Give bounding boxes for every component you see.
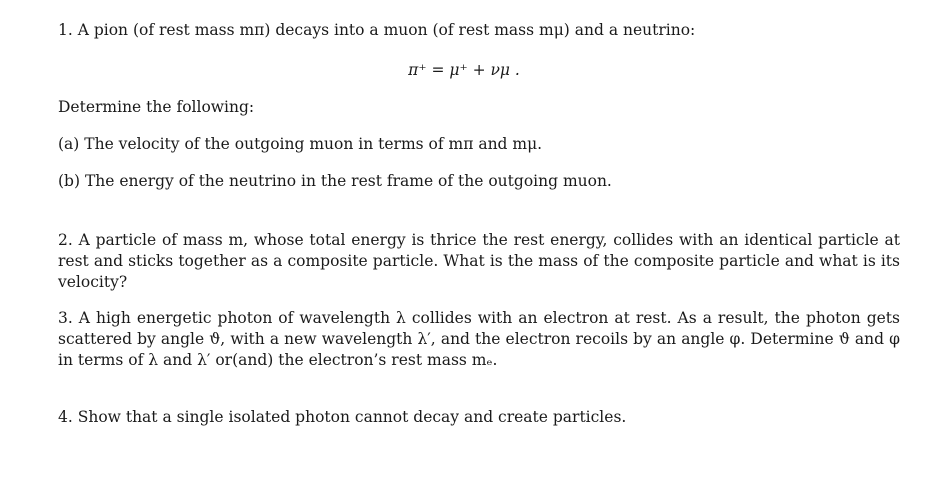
problem-1-part-b: (b) The energy of the neutrino in the rest frame of the outgoing muon.	[58, 172, 612, 190]
problem-1-equation: π⁺ = μ⁺ + νμ .	[408, 61, 520, 79]
problem-1-statement: 1. A pion (of rest mass mπ) decays into a muon (of rest mass mμ) and a neutrino:	[58, 21, 696, 39]
problem-1-part-a: (a) The velocity of the outgoing muon in terms of mπ and mμ.	[58, 135, 543, 153]
problem-4-statement: 4. Show that a single isolated photon cannot decay and create particles.	[58, 408, 627, 426]
problem-2-statement: 2. A particle of mass m, whose total energy is thrice the rest energy, collides with an identical particle at rest and sticks together as a composite particle. What is the mass of the composite particle and what is its velocity?	[58, 231, 900, 291]
problem-3-statement: 3. A high energetic photon of wavelength λ collides with an electron at rest. As a result, the photon gets scattered by angle ϑ, with a new wavelength λ′, and the electron recoils by an angle φ. Determine ϑ and φ in terms of λ and λ′ or(and) the electron’s rest mass mₑ.	[58, 309, 900, 369]
problem-1-intro: Determine the following:	[58, 98, 255, 116]
